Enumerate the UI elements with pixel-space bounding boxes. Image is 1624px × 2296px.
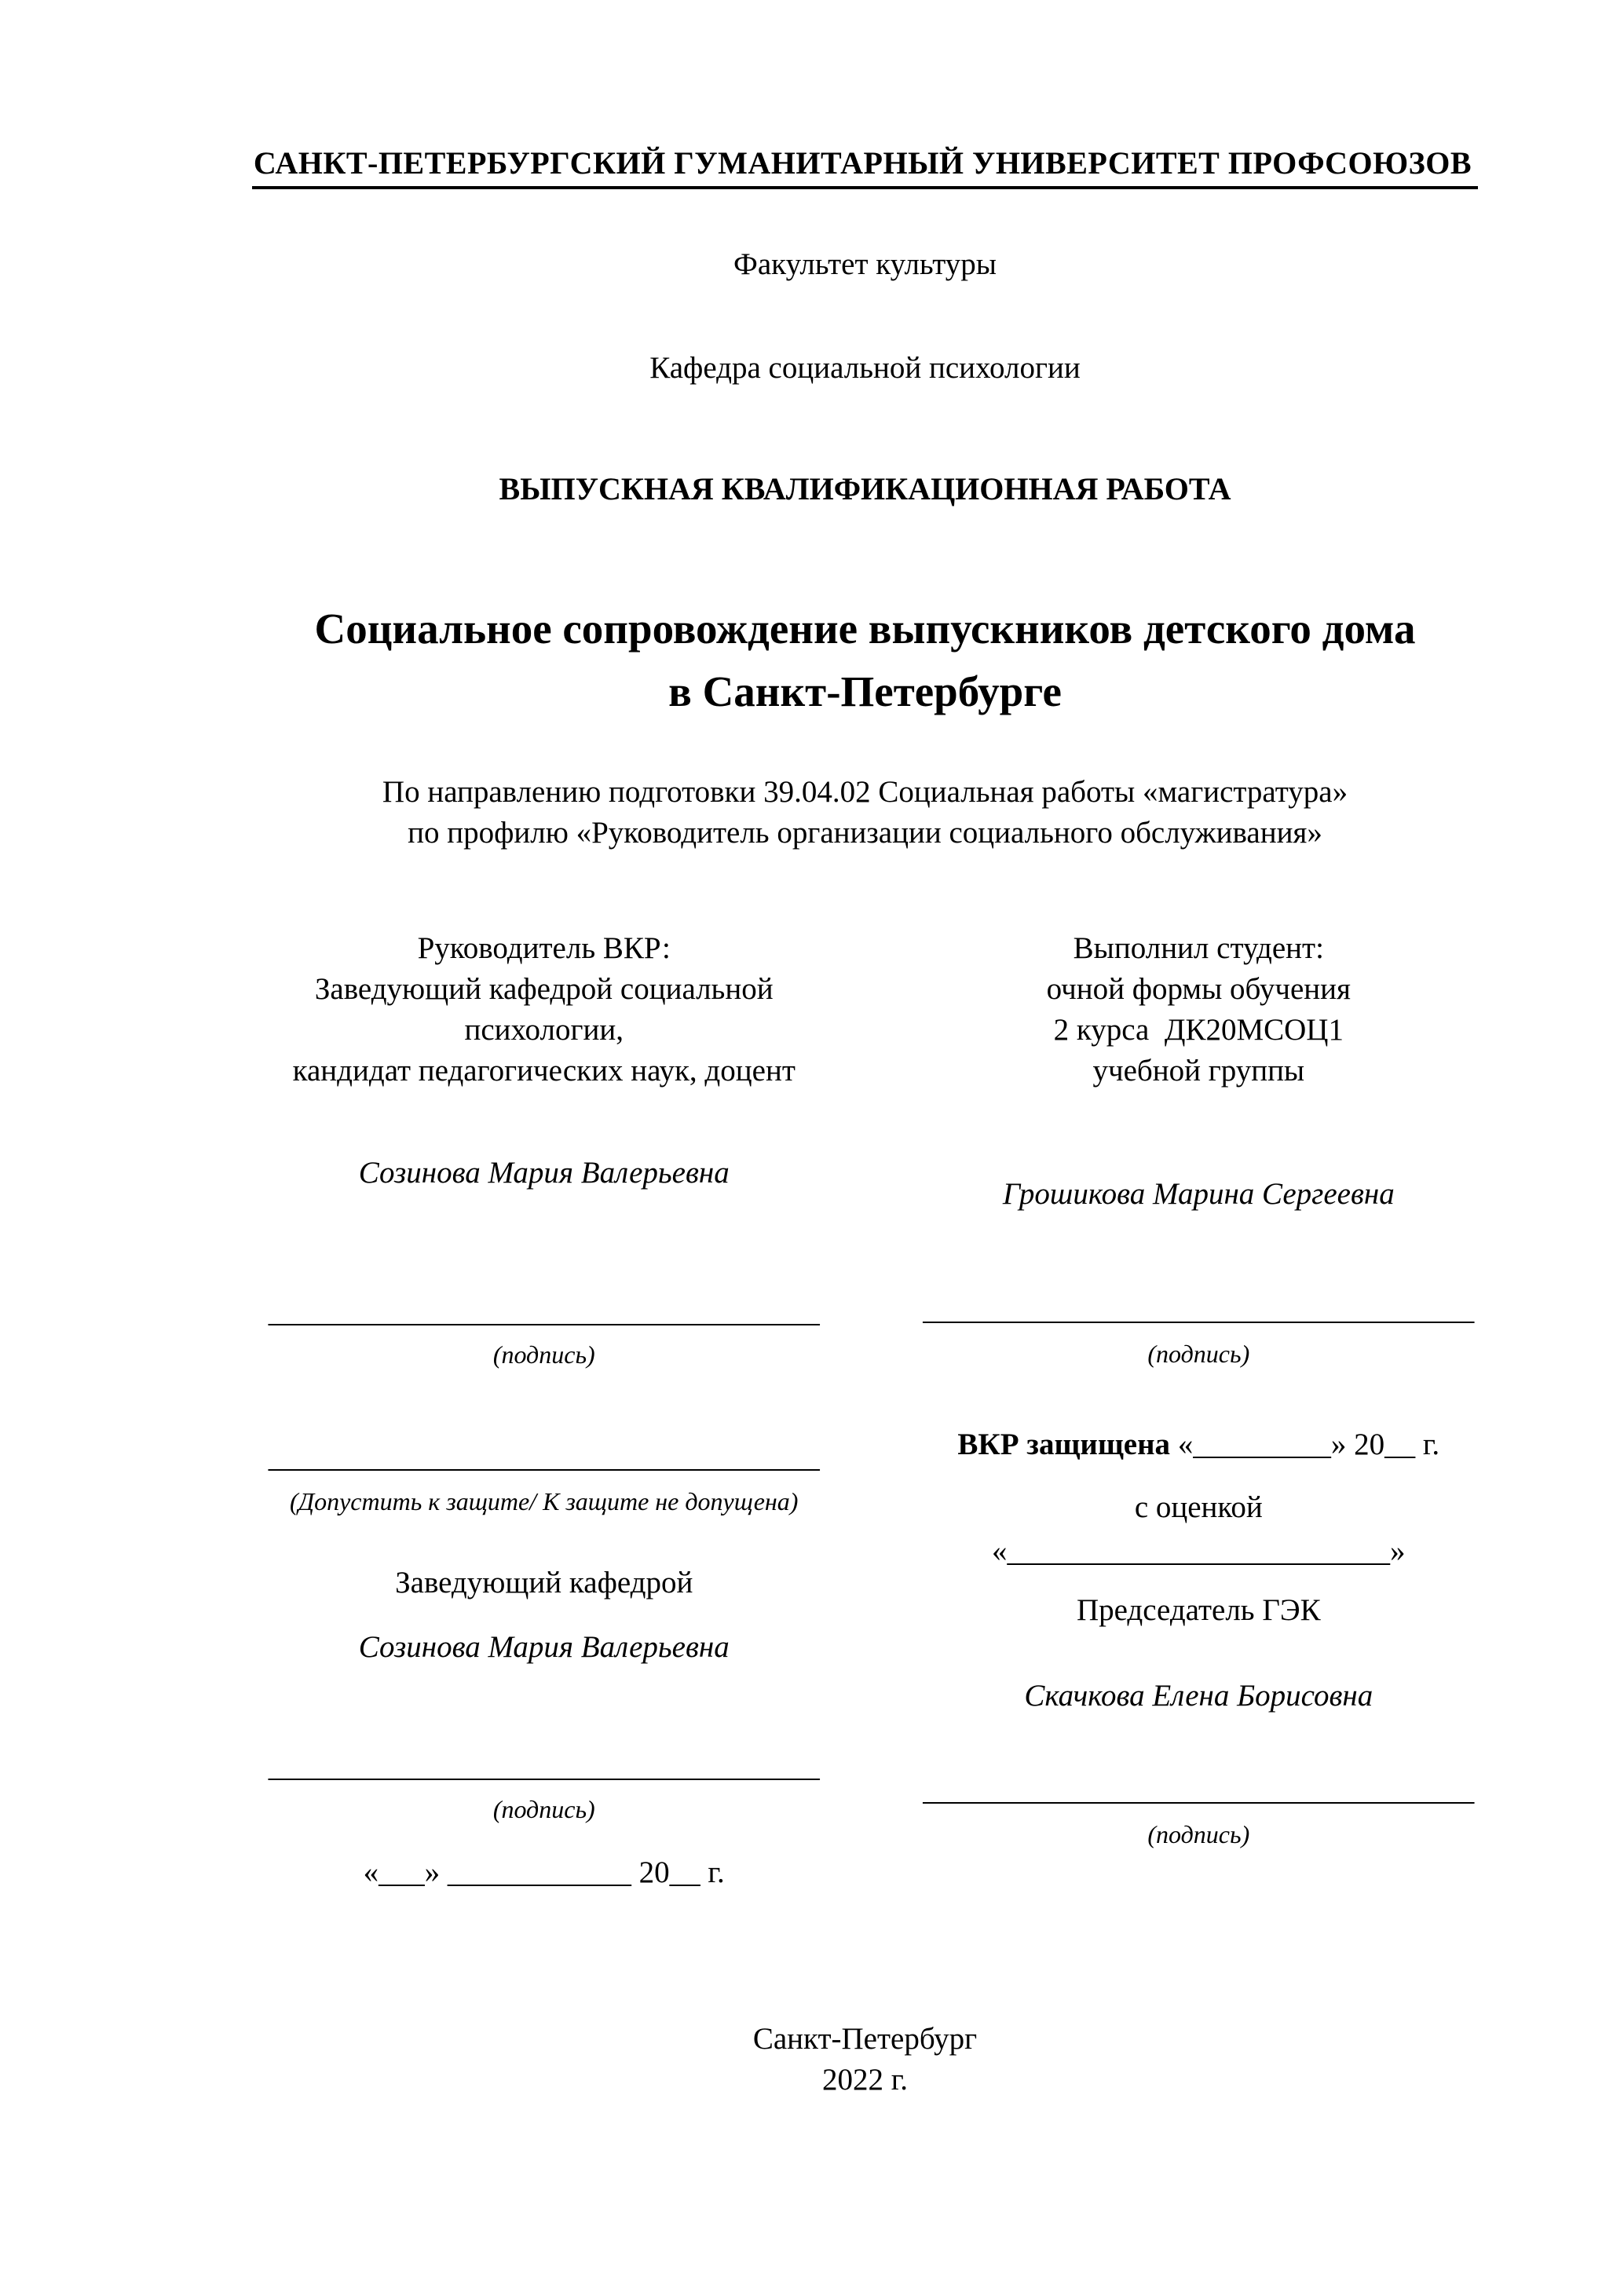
supervisor-position-line1: Заведующий кафедрой социальной [314, 972, 774, 1006]
admission-line: ____________________________________ [268, 1440, 820, 1474]
footer [236, 2019, 1494, 2100]
department: Кафедра социальной психологии [649, 351, 1081, 385]
supervisor-role: Руководитель ВКР: [417, 931, 671, 965]
student-study-form: очной формы обучения [1046, 972, 1351, 1006]
chairman-signature-line: ____________________________________ [923, 1773, 1475, 1807]
chairman-name: Скачкова Елена Борисовна [1024, 1679, 1373, 1713]
supervisor-degree: кандидат педагогических наук, доцент [292, 1054, 796, 1088]
student-signature-line: ____________________________________ [923, 1292, 1475, 1326]
university-header [236, 145, 1494, 189]
defense-date: «_________» 20__ г. [1170, 1428, 1440, 1461]
student-label: Выполнил студент: [1073, 931, 1324, 965]
supervisor-signature-caption: (подпись) [492, 1340, 595, 1369]
footer-city: Санкт-Петербург [752, 2022, 978, 2056]
head-name: Созинова Мария Валерьевна [358, 1630, 730, 1664]
supervisor-position-line2: психологии, [464, 1013, 624, 1047]
supervisor-column [236, 928, 852, 1893]
work-type: ВЫПУСКНАЯ КВАЛИФИКАЦИОННАЯ РАБОТА [499, 471, 1231, 506]
thesis-title-line1: Социальное сопровождение выпускников детского дома [314, 605, 1416, 653]
student-signature-caption: (подпись) [1147, 1340, 1250, 1368]
head-signature-line: ____________________________________ [268, 1749, 820, 1783]
admission-caption: (Допустить к защите/ К защите не допущена) [290, 1487, 799, 1515]
program-info [236, 772, 1494, 854]
supervisor-name: Созинова Мария Валерьевна [358, 1156, 730, 1190]
head-label: Заведующий кафедрой [395, 1566, 693, 1600]
thesis-title-line2: в Санкт-Петербурге [668, 667, 1062, 715]
thesis-title [236, 598, 1494, 723]
date-line: «___» ____________ 20__ г. [363, 1855, 725, 1889]
head-signature-caption: (подпись) [492, 1795, 595, 1823]
footer-year: 2022 г. [821, 2063, 909, 2097]
supervisor-signature-line: ____________________________________ [268, 1295, 820, 1329]
chairman-label: Председатель ГЭК [1076, 1593, 1321, 1627]
student-course-group: 2 курса ДК20МСОЦ1 [1053, 1013, 1344, 1047]
program-line2: по профилю «Руководитель организации социального обслуживания» [408, 816, 1322, 850]
signature-columns [236, 928, 1494, 1893]
faculty: Факультет культуры [733, 247, 997, 281]
defense-label: ВКР защищена [957, 1428, 1171, 1461]
university-name: САНКТ-ПЕТЕРБУРГСКИЙ ГУМАНИТАРНЫЙ УНИВЕРСИТЕТ ПРОФСОЮЗОВ [252, 145, 1478, 189]
student-column [903, 928, 1494, 1893]
student-name: Грошикова Марина Сергеевна [1002, 1177, 1395, 1211]
grade-label: с оценкой [1134, 1490, 1263, 1524]
chairman-signature-caption: (подпись) [1147, 1820, 1250, 1848]
student-group-suffix: учебной группы [1092, 1054, 1305, 1088]
grade-line: «_________________________» [992, 1534, 1406, 1568]
defense-line [903, 1424, 1494, 1465]
program-line1: По направлению подготовки 39.04.02 Социальная работы «магистратура» [382, 775, 1348, 809]
